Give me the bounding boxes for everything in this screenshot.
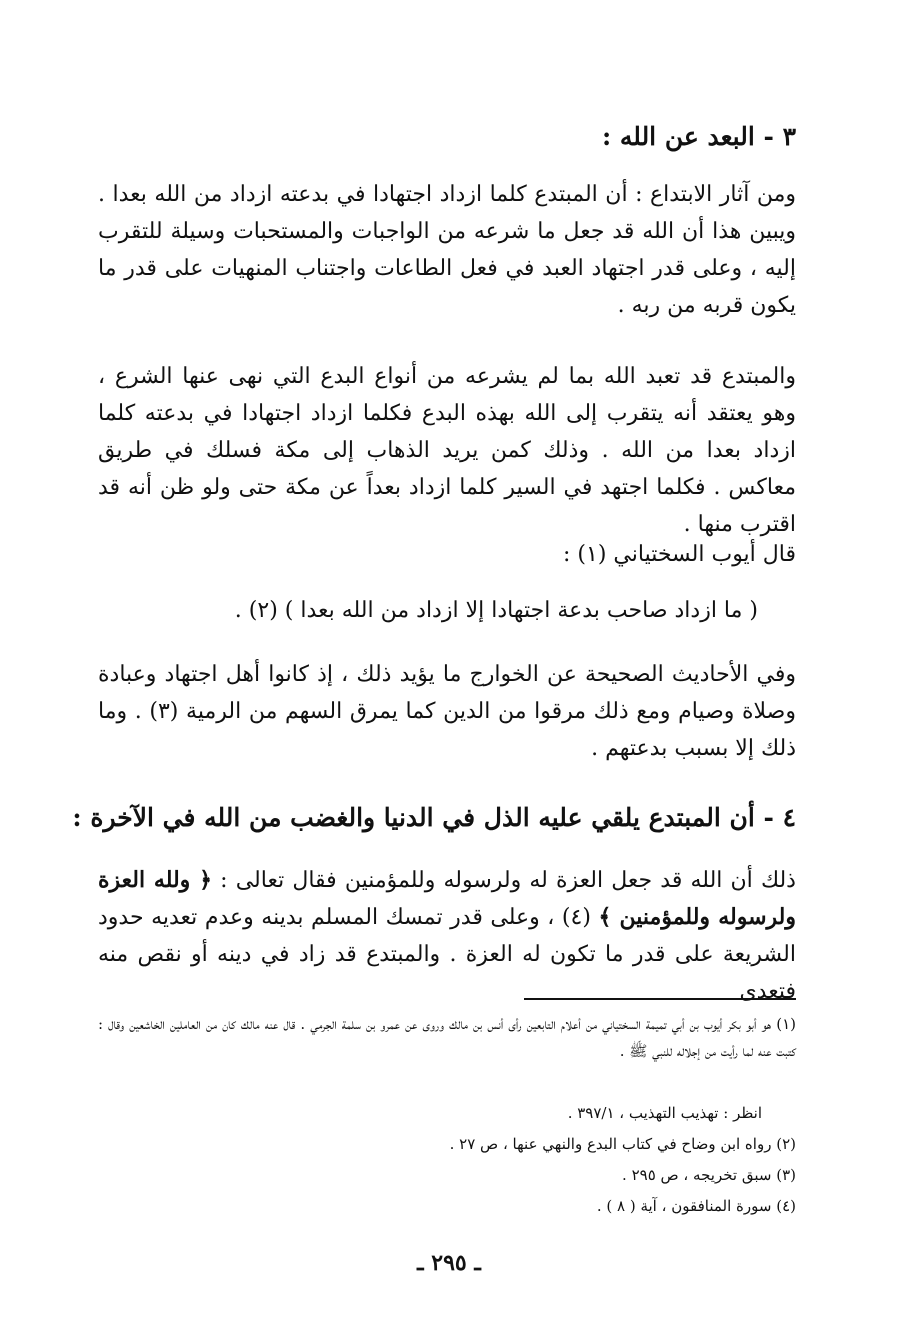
section-heading-3: ٣ - البعد عن الله : xyxy=(601,122,796,151)
paragraph-2: والمبتدع قد تعبد الله بما لم يشرعه من أنواع البدع التي نهى عنها الشرع ، وهو يعتقد أنه يتقرب إلى الله بهذه البدع فكلما ازداد اجتهادا في بدعته كلما ازداد بعدا من الله . وذلك كمن يريد الذهاب إلى مكة فسلك في طريق معاكس . فكلما اجتهد في السير كلما ازداد بعداً عن مكة حتى ولو ظن أنه قد اقترب منها . xyxy=(98,364,796,537)
paragraph-4-end: (٤) ، وعلى قدر تمسك المسلم بدينه وعدم تعديه حدود الشريعة على قدر ما تكون له العزة . والمبتدع قد زاد في دينه أو نقص منه فتعدى xyxy=(98,905,796,1004)
quran-verse: ﴿ ولله العزة ولرسوله وللمؤمنين ﴾ xyxy=(98,867,796,930)
quote-intro: قال أيوب السختياني (١) : xyxy=(563,542,796,567)
footnote-separator xyxy=(524,998,796,1000)
paragraph-3: وفي الأحاديث الصحيحة عن الخوارج ما يؤيد ذلك ، إذ كانوا أهل اجتهاد وعبادة وصلاة وصيام ومع ذلك مرقوا من الدين كما يمرق السهم من الرمية (٣) . وما ذلك إلا بسبب بدعتهم . xyxy=(98,662,796,761)
section-heading-4: ٤ - أن المبتدع يلقي عليه الذل في الدنيا والغضب من الله في الآخرة : xyxy=(72,803,796,832)
paragraph-4 xyxy=(98,862,796,1010)
paragraph-4-start: ذلك أن الله قد جعل العزة له ولرسوله وللمؤمنين فقال تعالى : xyxy=(212,868,796,893)
paragraph-1: ومن آثار الابتداع : أن المبتدع كلما ازداد اجتهادا في بدعته ازداد من الله بعدا . ويبين هذا أن الله قد جعل ما شرعه من الواجبات والمستحبات وسيلة للتقرب إليه ، وعلى قدر اجتهاد العبد في فعل الطاعات واجتناب المنهيات على قدر ما يكون قربه من ربه . xyxy=(98,182,796,318)
footnote-3: (٣) سبق تخريجه ، ص ٢٩٥ . xyxy=(622,1166,796,1184)
page-number: ـ ٢٩٥ ـ xyxy=(417,1250,481,1276)
footnote-1: (١) هو أبو بكر أيوب بن أبي تميمة السختياني من أعلام التابعين رأى أنس بن مالك وروى عن عمرو بن سلمة الجرمي . قال عنه مالك كان من العاملين الخاشعين وقال : كتبت عنه لما رأيت من إجلاله للنبي ﷺ . xyxy=(98,1015,796,1060)
footnote-4: (٤) سورة المنافقون ، آية ( ٨ ) . xyxy=(596,1197,796,1215)
quote-text: ( ما ازداد صاحب بدعة اجتهادا إلا ازداد من الله بعدا ) (٢) . xyxy=(234,598,758,623)
footnote-2: (٢) رواه ابن وضاح في كتاب البدع والنهي عنها ، ص ٢٧ . xyxy=(449,1135,796,1153)
footnote-1-reference: انظر : تهذيب التهذيب ، ٣٩٧/١ . xyxy=(567,1104,762,1122)
